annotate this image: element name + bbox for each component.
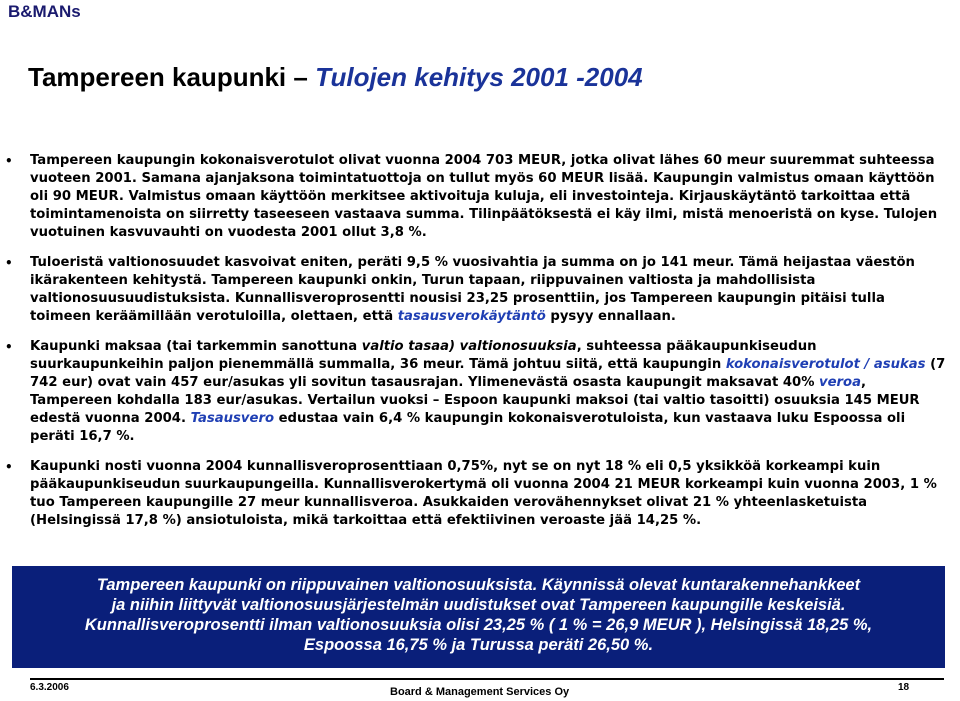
footer-company: Board & Management Services Oy — [390, 686, 570, 698]
bullet-marker: • — [5, 154, 13, 168]
bullet-text: Kaupunki maksaa (tai tarkemmin sanottuna — [30, 339, 362, 354]
bullet-text: (7 742 eur) ovat vain 457 eur/asukas yli sovitun tasausrajan. Ylimenevästä osasta kaupungit maksavat 40% — [30, 357, 946, 390]
summary-line: ja niihin liittyvät valtionosuusjärjestelmän uudistukset ovat Tampereen kaupungille keskeisiä. — [111, 596, 846, 614]
bullet-list — [5, 152, 950, 542]
footer-date: 6.3.2006 — [30, 682, 69, 693]
emphasis-text: tasausverokäytäntö — [397, 309, 546, 324]
bullet-text: , Tampereen kohdalla 183 eur/asukas. Vertailun vuoksi – Espoon kaupunki maksoi (tai valtio tasoitti) osuuksia 145 MEUR edestä vuonna 2004. — [30, 375, 920, 426]
summary-box — [12, 566, 945, 668]
bullet-marker: • — [5, 340, 13, 354]
footer-divider — [30, 678, 944, 680]
emphasis-text: valtio tasaa) valtionosuuksia — [361, 339, 577, 354]
bullet-text: edustaa vain 6,4 % kaupungin kokonaisverotuloista, kun vastaava luku Espoossa oli peräti 16,7 %. — [30, 411, 906, 444]
title-main: Tampereen kaupunki – — [28, 62, 316, 92]
bullet-item-3 — [5, 338, 950, 446]
page-title — [28, 62, 643, 93]
bullet-text: , suhteessa pääkaupunkiseudun suurkaupunkeihin paljon pienemmällä summalla, 36 meur. Tämä johtuu siitä, että kaupungin — [30, 339, 817, 372]
summary-line: Kunnallisveroprosentti ilman valtionosuuksia olisi 23,25 % ( 1 % = 26,9 MEUR ), Helsingissä 18,25 %, — [84, 616, 873, 634]
bullet-item-4 — [5, 458, 950, 530]
emphasis-text: veroa — [819, 375, 862, 390]
bullet-text: Tampereen kaupungin kokonaisverotulot olivat vuonna 2004 703 MEUR, jotka olivat lähes 60 meur suuremmat suhteessa vuoteen 2001. Samana ajanjaksona toimintatuottoja on tullut myös 60 MEUR lisää. Kaupungin valmistus omaan käyttöön oli 90 MEUR. Valmistus omaan käyttöön merkitsee aktivoituja kuluja, eli investointeja. Kirjauskäytäntö tarkoittaa että toimintamenoista on siirretty taseeseen vastaava summa. Tilinpäätöksestä ei käy ilmi, mistä menoeristä on kyse. Tulojen vuotuinen kasvuvauhti on vuodesta 2001 ollut 3,8 %. — [30, 153, 938, 240]
bullet-item-2 — [5, 254, 950, 326]
summary-line: Espoossa 16,75 % ja Turussa peräti 26,50 %. — [303, 636, 654, 654]
bullet-text: pysyy ennallaan. — [545, 309, 676, 324]
page-number: 18 — [898, 682, 910, 693]
summary-line: Tampereen kaupunki on riippuvainen valtionosuuksista. Käynnissä olevat kuntarakennehankkeet — [96, 576, 861, 594]
emphasis-text: Tasausvero — [190, 411, 275, 426]
emphasis-text: kokonaisverotulot / asukas — [725, 357, 926, 372]
brand-logo: B&MANs — [8, 2, 81, 21]
bullet-text: Tuloeristä valtionosuudet kasvoivat eniten, peräti 9,5 % vuosivahtia ja summa on jo 141 meur. Tämä heijastaa väestön ikärakenteen kehitystä. Tampereen kaupunki onkin, Turun tapaan, riippuvainen valtiosta ja mahdollisista valtionosuusuudistuksista. Kunnallisveroprosentti nousisi 23,25 prosenttiin, jos Tampereen kaupungin pitäisi tulla toimeen keräämillään verotuloilla, olettaen, että — [30, 255, 915, 324]
bullet-marker: • — [5, 256, 13, 270]
bullet-marker: • — [5, 460, 13, 474]
bullet-item-1 — [5, 152, 950, 242]
bullet-text: Kaupunki nosti vuonna 2004 kunnallisveroprosenttiaan 0,75%, nyt se on nyt 18 % eli 0,5 yksikköä korkeampi kuin pääkaupunkiseudun suurkaupungeilla. Kunnallisverokertymä oli vuonna 2004 21 MEUR korkeampi kuin vuonna 2003, 1 % tuo Tampereen kaupungille 27 meur kunnallisveroa. Asukkaiden verovähennykset olivat 21 % yhteenlasketuista (Helsingissä 17,8 %) ansiotuloista, mikä tarkoittaa että efektiivinen veroaste jää 14,25 %. — [30, 459, 937, 528]
title-subtitle: Tulojen kehitys 2001 -2004 — [315, 62, 643, 92]
